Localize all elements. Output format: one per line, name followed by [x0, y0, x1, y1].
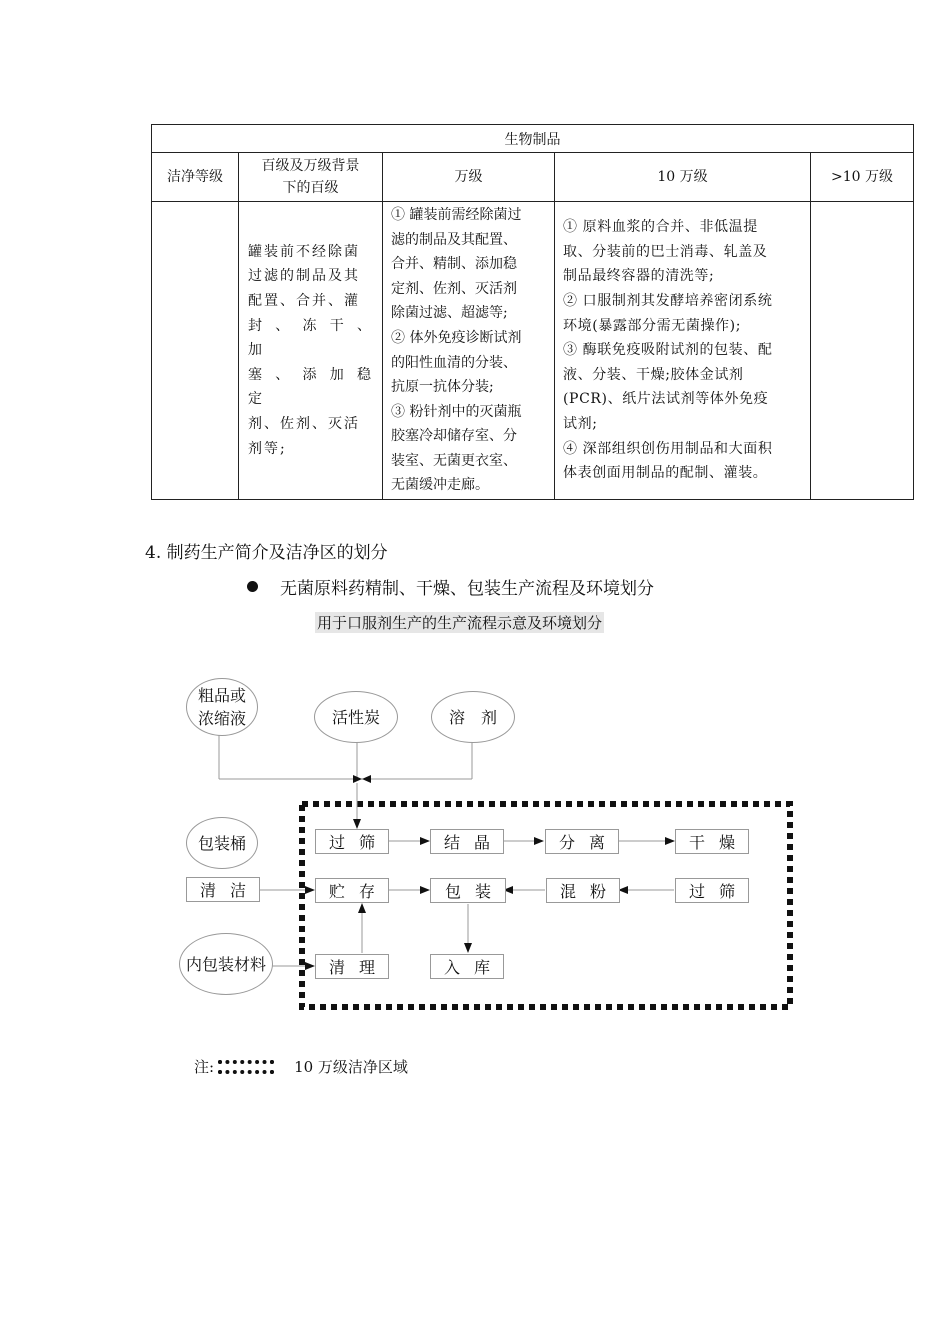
cell-line: ② 口服制剂其发酵培养密闭系统 [563, 293, 773, 310]
cell-line: 定剂、佐剂、灭活剂 [391, 280, 517, 297]
cell-line: 胶塞冷却储存室、分 [391, 428, 517, 445]
cell-line: 试剂; [563, 415, 598, 432]
cell-line: (PCR)、纸片法试剂等体外免疫 [563, 391, 769, 408]
cell-line: ④ 深部组织创伤用制品和大面积 [563, 440, 773, 457]
cell-line: 制品最终容器的清洗等; [563, 268, 715, 285]
input-crude-oval [186, 678, 258, 736]
cell-line: ③ 酶联免疫吸附试剂的包装、配 [563, 342, 773, 359]
step-warehouse-box: 入库 [430, 954, 504, 979]
clean-zone-legend-swatch [218, 1060, 274, 1074]
cell-line: 除菌过滤、超滤等; [391, 305, 508, 322]
cell-line: ① 罐装前需经除菌过 [391, 206, 522, 223]
cell-line: 塞 、 添 加 稳 定 [248, 366, 373, 408]
note-prefix: 注: [194, 1058, 215, 1076]
input-inner-material-oval: 内包装材料 [179, 933, 273, 995]
step-pack-box: 包装 [430, 878, 506, 903]
section-heading: 4. 制药生产简介及洁净区的划分 [145, 543, 388, 563]
step-crystal-box: 结晶 [430, 829, 504, 854]
cell-line: 环境(暴露部分需无菌操作); [563, 317, 742, 334]
cell-line: 装室、无菌更衣室、 [391, 452, 517, 469]
step-mix-box: 混粉 [546, 878, 620, 903]
step-dry-box: 干燥 [675, 829, 749, 854]
oval-line: 浓缩液 [197, 709, 246, 728]
cell-line: 配置、合并、灌 [248, 293, 360, 310]
cell-line: ③ 粉针剂中的灭菌瓶 [391, 403, 522, 420]
cell-line: 剂、佐剂、灭活 [248, 415, 360, 432]
header-clean-grade: 洁净等级 [152, 153, 239, 202]
table-title: 生物制品 [152, 125, 914, 153]
step-sieve-box: 过筛 [315, 829, 389, 854]
step-separate-box: 分离 [545, 829, 619, 854]
cell-line: 罐装前不经除菌 [248, 243, 360, 260]
valve-icon [353, 775, 371, 783]
step-store-box: 贮存 [315, 878, 389, 903]
bullet-text: 无菌原料药精制、干燥、包装生产流程及环境划分 [280, 579, 654, 599]
oval-line: 粗品或 [197, 686, 246, 705]
header-class-100-line: 下的百级 [282, 180, 339, 196]
header-class-10000: 万级 [383, 153, 555, 202]
cell-line: ① 原料血浆的合并、非低温提 [563, 219, 758, 236]
input-crude-label [198, 684, 246, 730]
cell-line: 无菌缓冲走廊。 [391, 477, 489, 494]
step-sieve2-box: 过筛 [675, 878, 749, 903]
header-over-100000: >10 万级 [811, 153, 914, 202]
step-clean-box: 清洁 [186, 877, 260, 902]
input-barrel-oval: 包装桶 [186, 817, 258, 869]
cell-line: 过滤的制品及其 [248, 268, 360, 285]
input-carbon-oval: 活性炭 [314, 691, 398, 743]
header-class-100-line: 百级及万级背景 [261, 158, 360, 174]
cell-line: 封 、 冻 干 、 加 [248, 317, 373, 359]
note-legend-text: 10 万级洁净区域 [294, 1058, 408, 1076]
diagram-caption: 用于口服剂生产的生产流程示意及环境划分 [317, 614, 603, 632]
cell-line: 抗原一抗体分装; [391, 379, 494, 396]
header-class-100000: 10 万级 [555, 153, 811, 202]
input-solvent-oval: 溶 剂 [431, 691, 515, 743]
cell-line: 液、分装、干燥;胶体金试剂 [563, 366, 744, 383]
cell-line: 的阳性血清的分装、 [391, 354, 517, 371]
cell-line: ② 体外免疫诊断试剂 [391, 329, 522, 346]
cell-line: 体表创面用制品的配制、灌装。 [563, 465, 768, 482]
cell-line: 滤的制品及其配置、 [391, 231, 517, 248]
diagram-note [194, 1056, 408, 1077]
cell-line: 取、分装前的巴士消毒、轧盖及 [563, 243, 768, 260]
step-tidy-box: 清理 [315, 954, 389, 979]
cell-line: 剂等; [248, 440, 287, 457]
cell-line: 合并、精制、添加稳 [391, 256, 517, 273]
